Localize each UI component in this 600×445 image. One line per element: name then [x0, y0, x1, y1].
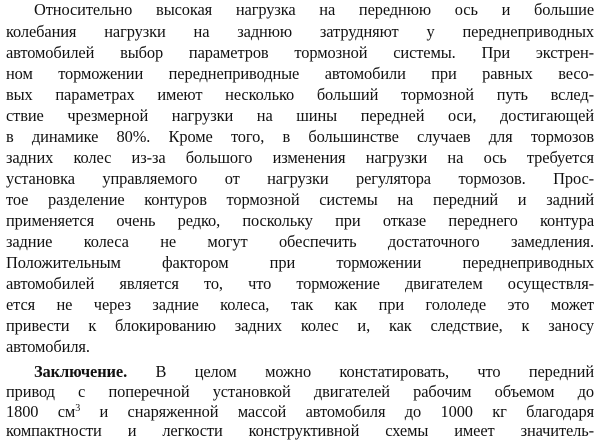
paragraph-2-line-2: привод с поперечной установкой двигателей рабочим объемом до [6, 382, 594, 401]
paragraph-1-line-11: применяется очень редко, поскольку при отказе переднего контура [6, 211, 594, 230]
cubic-superscript: 3 [75, 403, 81, 414]
paragraph-1-line-4: ном торможении переднеприводные автомобили при равных весо- [6, 64, 594, 83]
paragraph-1-line-17: автомобиля. [6, 337, 90, 356]
paragraph-2-line-1-text: В целом можно констатировать, что передний [127, 362, 594, 381]
paragraph-1-line-14: автомобилей является то, что торможение двигателем осуществля- [6, 274, 594, 293]
document-page [6, 0, 594, 445]
paragraph-1-line-8: задних колес из-за большого изменения нагрузки на ось требуется [6, 148, 594, 167]
paragraph-2-line-3 [6, 402, 594, 422]
paragraph-2-line-1 [6, 362, 594, 382]
paragraph-1-line-6: ствие чрезмерной нагрузки на шины передней оси, достигающей [6, 106, 594, 125]
paragraph-1-line-5: вых параметрах имеют несколько больший тормозной путь вслед- [6, 85, 594, 104]
paragraph-1-line-12: задние колеса не могут обеспечить достаточного замедления. [6, 232, 594, 251]
paragraph-1-line-3: автомобилей выбор параметров тормозной системы. При экстрен- [6, 43, 594, 62]
paragraph-2-line-3-text-b: и снаряженной массой автомобиля до 1000 кг благодаря [80, 402, 595, 421]
paragraph-2-line-3-text-a: 1800 см [6, 402, 76, 421]
paragraph-1-line-9: установка управляемого от нагрузки регулятора тормозов. Прос- [6, 169, 594, 188]
paragraph-1-line-13: Положительным фактором при торможении переднеприводных [6, 253, 594, 272]
paragraph-1-line-16: привести к блокированию задних колес и, как следствие, к заносу [6, 316, 594, 335]
paragraph-1-line-7: в динамике 80%. Кроме того, в большинстве случаев для тормозов [6, 127, 594, 146]
conclusion-heading: Заключение. [34, 362, 128, 381]
paragraph-1-line-10: тое разделение контуров тормозной системы на передний и задний [6, 190, 594, 209]
paragraph-1-line-2: колебания нагрузки на заднюю затрудняют у переднеприводных [6, 22, 594, 41]
paragraph-2-line-4: компактности и легкости конструктивной схемы имеет значитель- [6, 421, 594, 440]
paragraph-1-line-15: ется не через задние колеса, так как при гололеде это может [6, 295, 594, 314]
paragraph-1-line-1: Относительно высокая нагрузка на переднюю ось и большие [34, 0, 594, 19]
